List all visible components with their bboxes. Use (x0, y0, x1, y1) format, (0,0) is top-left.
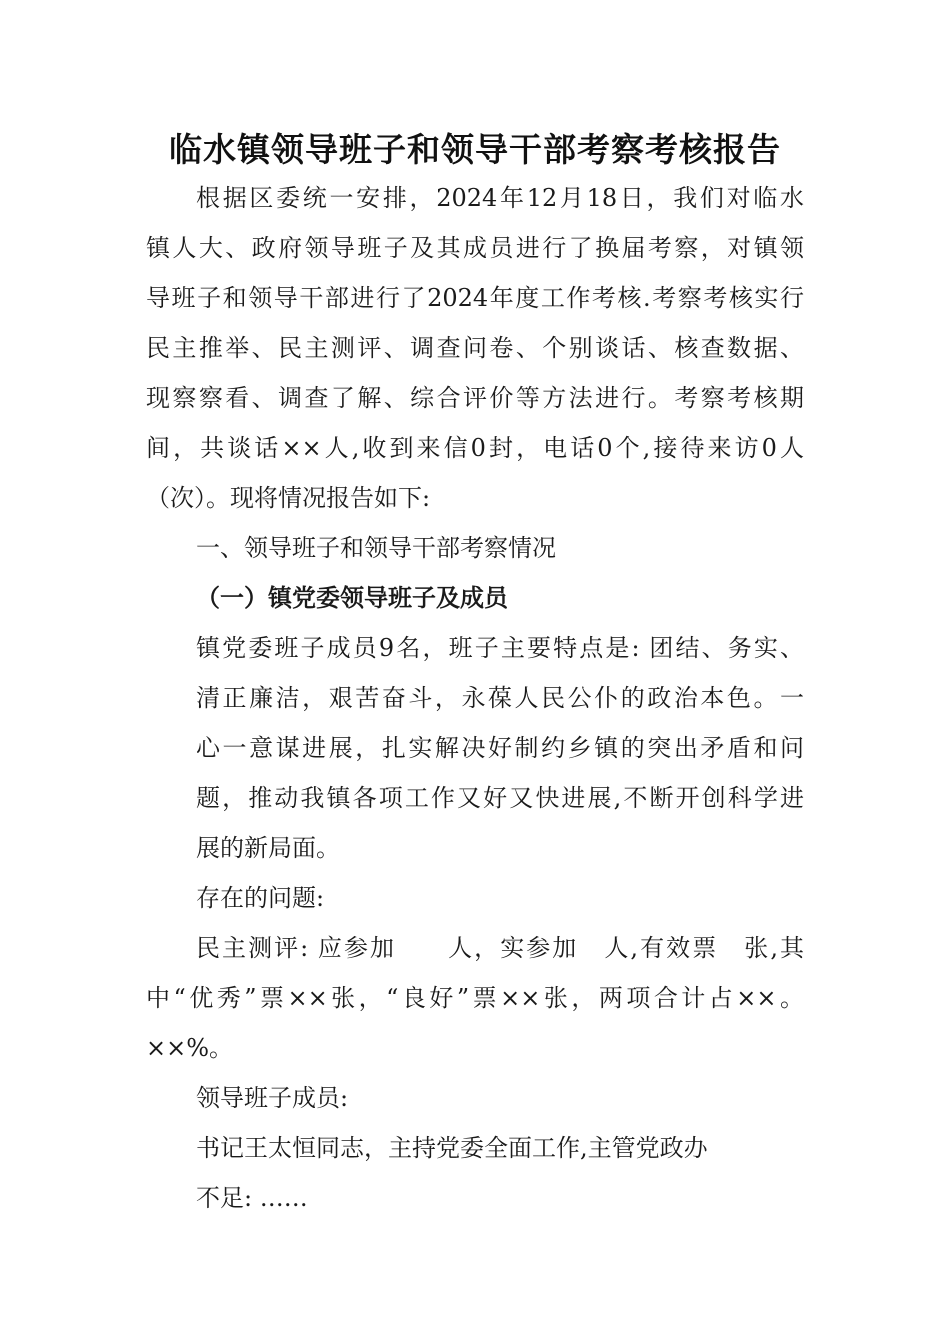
evaluation-line-3: ××%。 (146, 1034, 234, 1062)
paragraph-line-2: 镇人大、政府领导班子及其成员进行了换届考察，对镇领 (146, 234, 804, 262)
document-title: 临水镇领导班子和领导干部考察考核报告 (169, 130, 781, 169)
member-line: 书记王太恒同志，主持党委全面工作,主管党政办 (196, 1134, 708, 1162)
paragraph-line-5: 现察察看、调查了解、综合评价等方法进行。考察考核期 (146, 384, 804, 412)
paragraph-line-8: 镇党委班子成员9名，班子主要特点是: 团结、务实、 (196, 634, 804, 662)
paragraph-line-3: 导班子和领导干部进行了2024年度工作考核.考察考核实行 (146, 284, 804, 312)
paragraph-line-4: 民主推举、民主测评、调查问卷、个别谈话、核查数据、 (146, 334, 804, 362)
members-label: 领导班子成员: (196, 1084, 349, 1112)
problems-label: 存在的问题: (196, 884, 325, 912)
evaluation-line-2: 中“优秀”票××张，“良好”票××张，两项合计占××。 (146, 984, 804, 1012)
paragraph-line-12: 展的新局面。 (196, 834, 340, 862)
subsection-heading: （一）镇党委领导班子及成员 (196, 583, 508, 612)
section-heading: 一、领导班子和领导干部考察情况 (196, 534, 556, 562)
paragraph-line-11: 题，推动我镇各项工作又好又快进展,不断开创科学进 (196, 784, 804, 812)
paragraph-line-1: 根据区委统一安排，2024年12月18日，我们对临水 (196, 184, 804, 212)
shortcomings-line: 不足: …… (196, 1184, 308, 1212)
paragraph-line-7: （次）。现将情况报告如下: (146, 484, 431, 512)
evaluation-line-1: 民主测评: 应参加 人，实参加 人,有效票 张,其 (196, 934, 804, 962)
paragraph-line-9: 清正廉洁，艰苦奋斗，永葆人民公仆的政治本色。一 (196, 684, 804, 712)
paragraph-line-6: 间，共谈话××人,收到来信0封，电话0个,接待来访0人 (146, 434, 804, 462)
paragraph-line-10: 心一意谋进展，扎实解决好制约乡镇的突出矛盾和问 (196, 734, 804, 762)
